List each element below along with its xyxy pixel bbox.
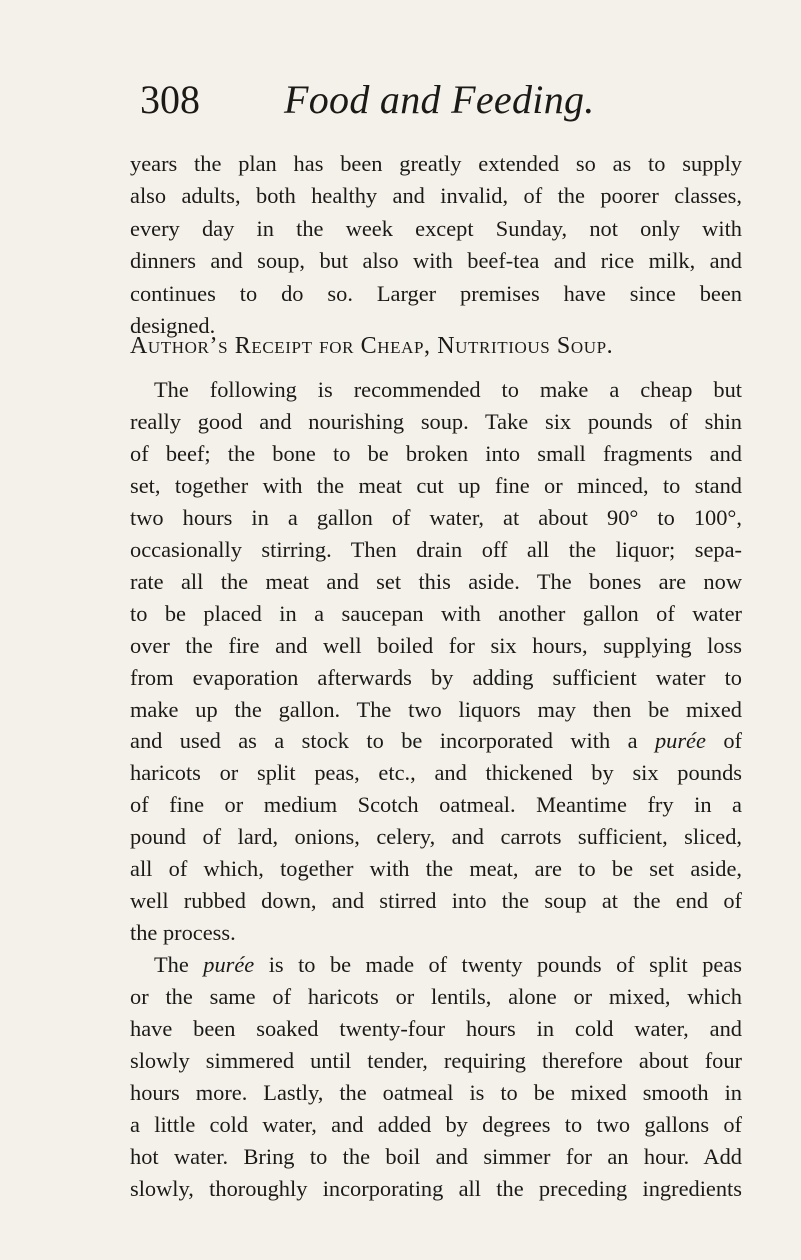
text-line: every day in the week except Sunday, not only with <box>130 215 742 241</box>
text-line: two hours in a gallon of water, at about 90° to 100°, <box>130 504 742 530</box>
page-number: 308 <box>140 77 200 122</box>
text-line: The following is recommended to make a cheap but <box>154 377 742 402</box>
text-line: pound of lard, onions, celery, and carrots sufficient, sliced, <box>130 824 742 850</box>
text-line: dinners and soup, but also with beef-tea and rice milk, and <box>130 248 742 274</box>
italic-term: purée <box>654 728 706 754</box>
text-line: years the plan has been greatly extended so as to supply <box>130 151 742 176</box>
text-line: make up the gallon. The two liquors may then be mixed <box>130 696 742 722</box>
text-line: hot water. Bring to the boil and simmer for an hour. Add <box>130 1143 742 1169</box>
text-line: set, together with the meat cut up fine or minced, to stand <box>130 472 742 498</box>
italic-term: purée <box>203 952 255 978</box>
text-line: have been soaked twenty-four hours in cold water, and <box>130 1016 742 1042</box>
text-line: also adults, both healthy and invalid, of the poorer classes, <box>130 183 742 209</box>
text-line: of fine or medium Scotch oatmeal. Meantime fry in a <box>130 792 742 818</box>
text-line: hours more. Lastly, the oatmeal is to be mixed smooth in <box>130 1079 742 1105</box>
text-line: from evaporation afterwards by adding sufficient water to <box>130 664 742 690</box>
page-header <box>140 72 740 132</box>
intro-paragraph <box>130 148 742 342</box>
text-fragment: is to be made of twenty pounds of split peas <box>254 952 742 978</box>
text-line: slowly, thoroughly incorporating all the preceding ingredients <box>130 1175 742 1201</box>
text-line <box>130 949 742 981</box>
text-line: slowly simmered until tender, requiring therefore about four <box>130 1048 742 1074</box>
text-line: a little cold water, and added by degrees to two gallons of <box>130 1111 742 1137</box>
text-line: or the same of haricots or lentils, alone or mixed, which <box>130 984 742 1010</box>
text-line: over the fire and well boiled for six hours, supplying loss <box>130 632 742 658</box>
text-line: continues to do so. Larger premises have since been <box>130 280 742 306</box>
text-line <box>130 725 742 757</box>
text-line: well rubbed down, and stirred into the soup at the end of <box>130 888 742 914</box>
text-line: haricots or split peas, etc., and thickened by six pounds <box>130 760 742 786</box>
text-line: really good and nourishing soup. Take six pounds of shin <box>130 408 742 434</box>
text-fragment: and used as a stock to be incorporated with a <box>130 728 655 754</box>
text-line: the process. <box>130 920 236 946</box>
text-line: all of which, together with the meat, are to be set aside, <box>130 856 742 882</box>
recipe-text <box>130 374 742 1205</box>
text-fragment: of <box>705 728 743 754</box>
text-line: to be placed in a saucepan with another gallon of water <box>130 600 742 626</box>
section-heading: Author’s Receipt for Cheap, Nutritious Soup. <box>130 333 614 359</box>
text-line: of beef; the bone to be broken into small fragments and <box>130 440 742 466</box>
text-fragment: The <box>154 952 204 978</box>
text-line: occasionally stirring. Then drain off all the liquor; sepa- <box>130 536 742 562</box>
text-line: designed. <box>130 313 216 339</box>
text-line: rate all the meat and set this aside. The bones are now <box>130 568 742 594</box>
running-title: Food and Feeding. <box>284 77 595 122</box>
